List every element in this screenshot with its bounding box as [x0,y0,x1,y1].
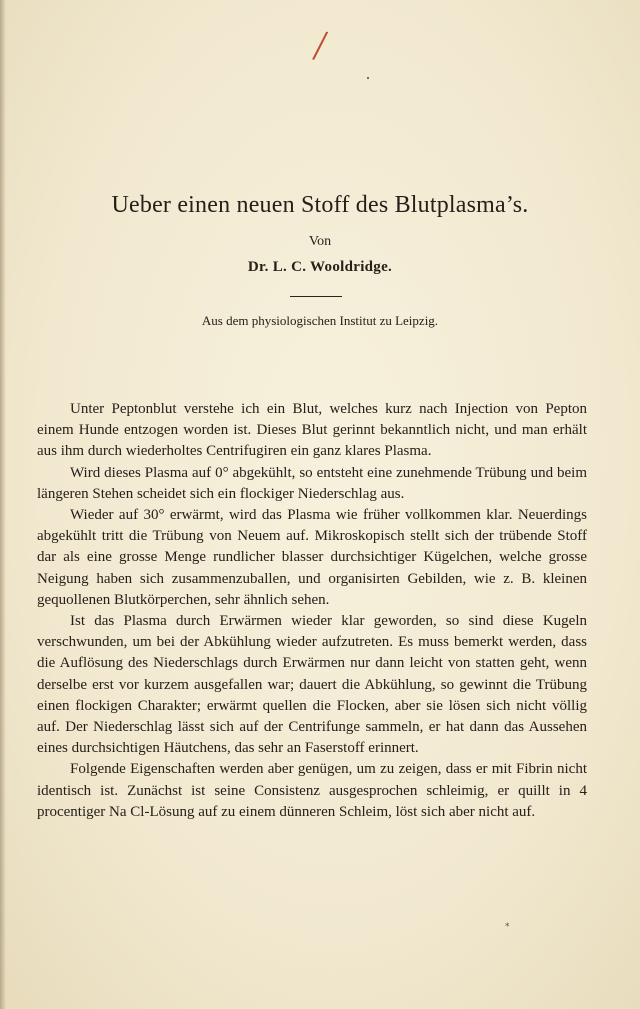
institute-line: Aus dem physiologischen Institut zu Leipzig. [201,313,439,328]
handwritten-page-mark: / [310,20,330,71]
byline-label: Von [308,234,332,249]
ink-speck [367,77,369,79]
paragraph: Folgende Eigenschaften werden aber genügen, um zu zeigen, dass er mit Fibrin nicht identisch ist. Zunächst ist seine Consistenz ausgesprochen schleimig, er quillt in 4 procentiger Na Cl-Lösung auf zu einem dünneren Schleim, löst sich aber nicht auf. [37,761,587,820]
article-title: Ueber einen neuen Stoff des Blutplasma’s. [111,192,529,218]
paragraph: Unter Peptonblut verstehe ich ein Blut, welches kurz nach Injection von Pepton einem Hunde entzogen worden ist. Dieses Blut gerinnt bekanntlich nicht, und man erhält aus ihm durch wiederholtes Centrifugiren ein ganz klares Plasma. [37,401,587,460]
page-binding-edge [0,0,6,1009]
paragraph: Wieder auf 30° erwärmt, wird das Plasma wie früher vollkommen klar. Neuerdings abgekühlt tritt die Trübung von Neuem auf. Mikroskopisch stellt sich der trübende Stoff dar als eine grosse Menge rundlicher blasser durchsichtiger Kügelchen, welche grosse Neigung haben sich zusammenzuballen, und organisirten Gebilden, wie z. B. kleinen gequollenen Blutkörperchen, sehr ähnlich sehen. [37,507,587,608]
footnote-mark: * [505,922,510,932]
title-divider [290,296,342,297]
author-name: Dr. L. C. Wooldridge. [247,259,393,275]
article-body [37,399,587,823]
paragraph: Wird dieses Plasma auf 0° abgekühlt, so entsteht eine zunehmende Trübung und beim längeren Stehen scheidet sich ein flockiger Niederschlag aus. [37,464,587,502]
paragraph: Ist das Plasma durch Erwärmen wieder klar geworden, so sind diese Kugeln verschwunden, um bei der Abkühlung wieder aufzutreten. Es muss bemerkt werden, dass die Auflösung des Niederschlags durch Erwärmen nur dann leicht von statten geht, wenn derselbe erst vor kurzem ausgefallen war; dauert die Abkühlung, so gewinnt die Trübung einen flockigen Charakter; erwärmt quellen die Flocken, aber sie lösen sich nicht völlig auf. Der Niederschlag lässt sich auf der Centrifunge sammeln, er hat dann das Aussehen eines durchsichtigen Häutchens, das sehr an Faserstoff erinnert. [37,613,587,757]
